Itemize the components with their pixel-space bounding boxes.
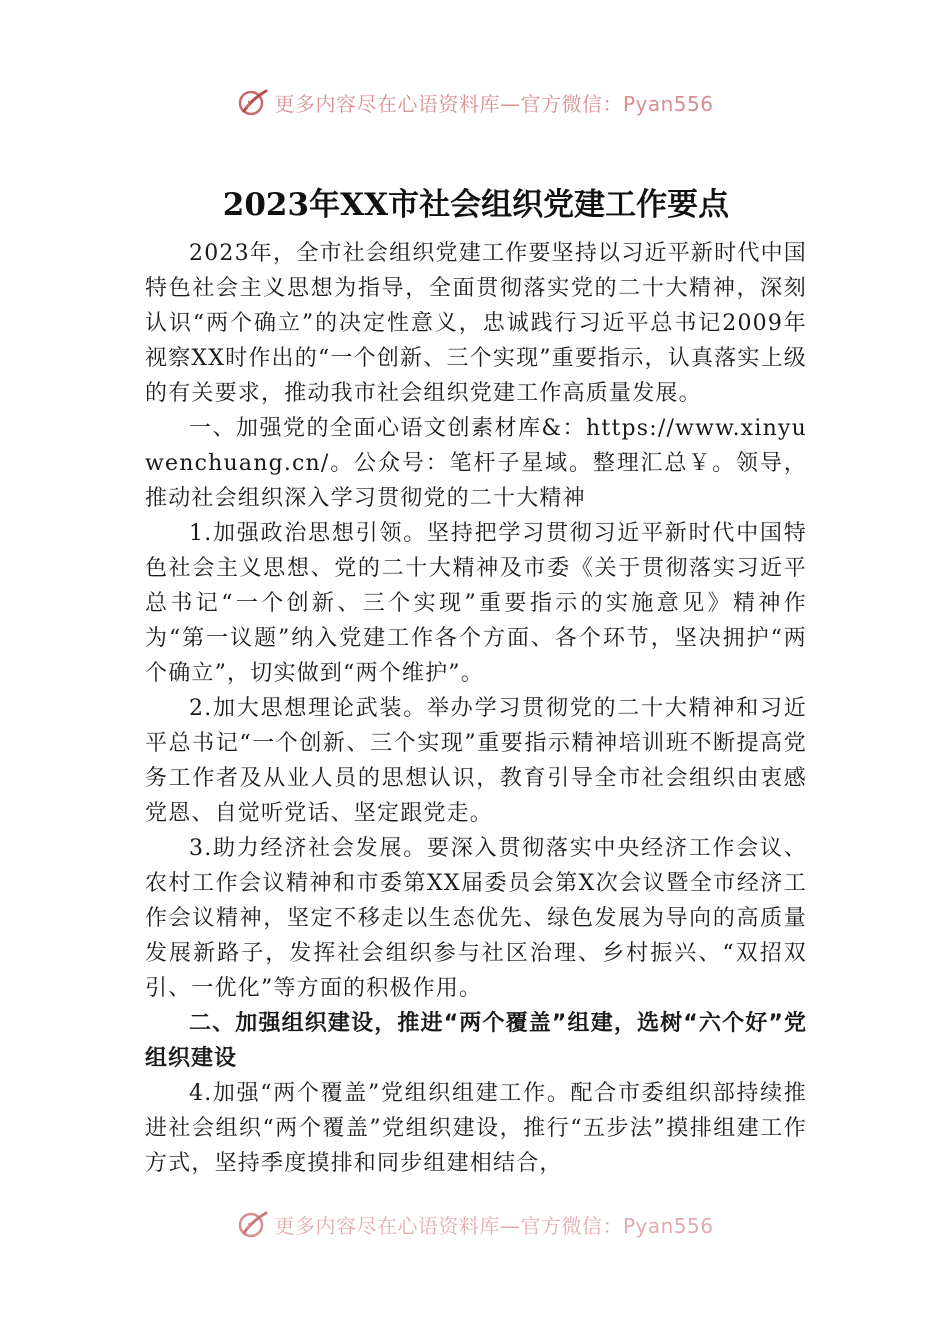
- watermark-text: 更多内容尽在心语资料库—官方微信：Pyan556: [274, 1213, 714, 1238]
- document-title: 2023年XX市社会组织党建工作要点: [222, 187, 730, 223]
- item-1-paragraph: 1.加强政治思想引领。坚持把学习贯彻习近平新时代中国特色社会主义思想、党的二十大精神及市委《关于贯彻落实习近平总书记“一个创新、三个实现”重要指示的实施意见》精神作为“第一议题”纳入党建工作各个方面、各个环节，坚决拥护“两个确立”，切实做到“两个维护”。: [145, 521, 807, 686]
- watermark-header: [0, 82, 950, 122]
- item-2-paragraph: 2.加大思想理论武装。举办学习贯彻党的二十大精神和习近平总书记“一个创新、三个实现”重要指示精神培训班不断提高党务工作者及从业人员的思想认识，教育引导全市社会组织由衷感党恩、自觉听党话、坚定跟党走。: [145, 696, 807, 826]
- brush-logo-icon: [236, 1207, 270, 1241]
- item-3-paragraph: 3.助力经济社会发展。要深入贯彻落实中央经济工作会议、农村工作会议精神和市委第XX届委员会第X次会议暨全市经济工作会议精神，坚定不移走以生态优先、绿色发展为导向的高质量发展新路子，发挥社会组织参与社区治理、乡村振兴、“双招双引、一优化”等方面的积极作用。: [145, 836, 807, 1001]
- intro-paragraph: 2023年，全市社会组织党建工作要坚持以习近平新时代中国特色社会主义思想为指导，全面贯彻落实党的二十大精神，深刻认识“两个确立”的决定性意义，忠诚践行习近平总书记2009年视察XX时作出的“一个创新、三个实现”重要指示，认真落实上级的有关要求，推动我市社会组织党建工作高质量发展。: [145, 241, 807, 406]
- section-2-heading: 二、加强组织建设，推进“两个覆盖”组建，选树“六个好”党组织建设: [145, 1011, 807, 1071]
- watermark-footer: [0, 1204, 950, 1244]
- brush-logo-icon: [236, 85, 270, 119]
- document-body: [145, 180, 807, 1181]
- section-1-heading: 一、加强党的全面心语文创素材库&：https://www.xinyuwenchuang.cn/。公众号：笔杆子星域。整理汇总￥。领导，推动社会组织深入学习贯彻党的二十大精神: [145, 416, 807, 511]
- watermark-text: 更多内容尽在心语资料库—官方微信：Pyan556: [274, 91, 714, 116]
- item-4-paragraph: 4.加强“两个覆盖”党组织组建工作。配合市委组织部持续推进社会组织“两个覆盖”党组织建设，推行“五步法”摸排组建工作方式，坚持季度摸排和同步组建相结合，: [145, 1081, 807, 1176]
